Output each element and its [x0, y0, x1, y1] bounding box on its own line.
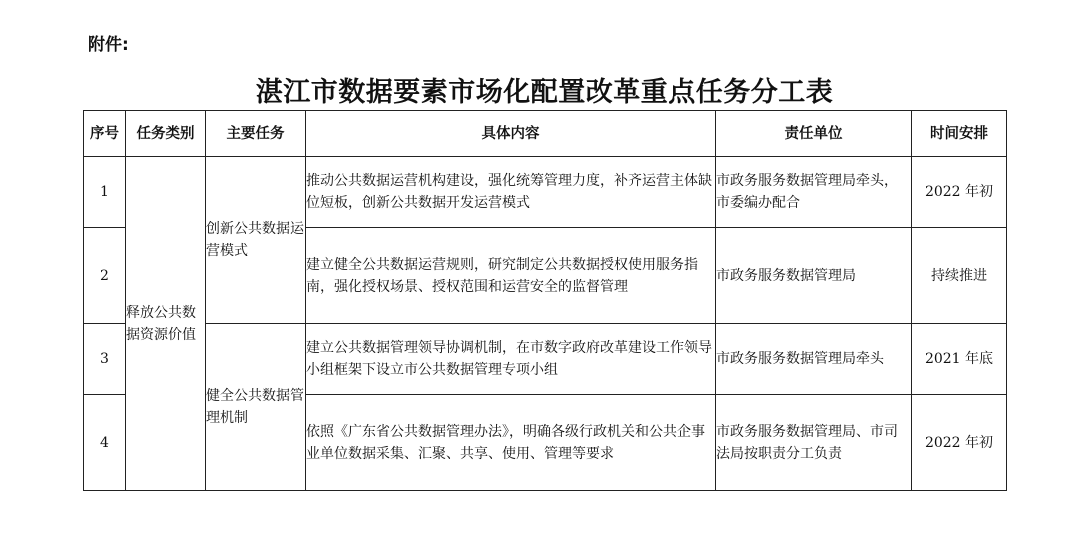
table-row [84, 157, 1007, 228]
time-schedule: 2022 年初 [912, 395, 1007, 491]
header-no: 序号 [84, 111, 126, 157]
row-number: 4 [84, 395, 126, 491]
task-table [83, 110, 1007, 491]
header-category: 任务类别 [126, 111, 206, 157]
row-number: 2 [84, 228, 126, 324]
table-header-row [84, 111, 1007, 157]
responsible-unit: 市政务服务数据管理局牵头，市委编办配合 [716, 157, 912, 228]
time-schedule: 持续推进 [912, 228, 1007, 324]
time-schedule: 2022 年初 [912, 157, 1007, 228]
row-number: 3 [84, 324, 126, 395]
responsible-unit: 市政务服务数据管理局、市司法局按职责分工负责 [716, 395, 912, 491]
responsible-unit: 市政务服务数据管理局 [716, 228, 912, 324]
main-task: 健全公共数据管理机制 [206, 324, 306, 491]
document-title: 湛江市数据要素市场化配置改革重点任务分工表 [255, 77, 834, 108]
header-main-task: 主要任务 [206, 111, 306, 157]
task-content: 建立健全公共数据运营规则，研究制定公共数据授权使用服务指南，强化授权场景、授权范围和运营安全的监督管理 [306, 228, 716, 324]
header-content: 具体内容 [306, 111, 716, 157]
task-content: 推动公共数据运营机构建设，强化统筹管理力度，补齐运营主体缺位短板，创新公共数据开发运营模式 [306, 157, 716, 228]
task-category: 释放公共数据资源价值 [126, 157, 206, 491]
task-content: 依照《广东省公共数据管理办法》，明确各级行政机关和公共企事业单位数据采集、汇聚、共享、使用、管理等要求 [306, 395, 716, 491]
attachment-label: 附件: [88, 35, 129, 55]
responsible-unit: 市政务服务数据管理局牵头 [716, 324, 912, 395]
header-unit: 责任单位 [716, 111, 912, 157]
header-time: 时间安排 [912, 111, 1007, 157]
task-content: 建立公共数据管理领导协调机制，在市数字政府改革建设工作领导小组框架下设立市公共数据管理专项小组 [306, 324, 716, 395]
table-row [84, 324, 1007, 395]
time-schedule: 2021 年底 [912, 324, 1007, 395]
row-number: 1 [84, 157, 126, 228]
main-task: 创新公共数据运营模式 [206, 157, 306, 324]
